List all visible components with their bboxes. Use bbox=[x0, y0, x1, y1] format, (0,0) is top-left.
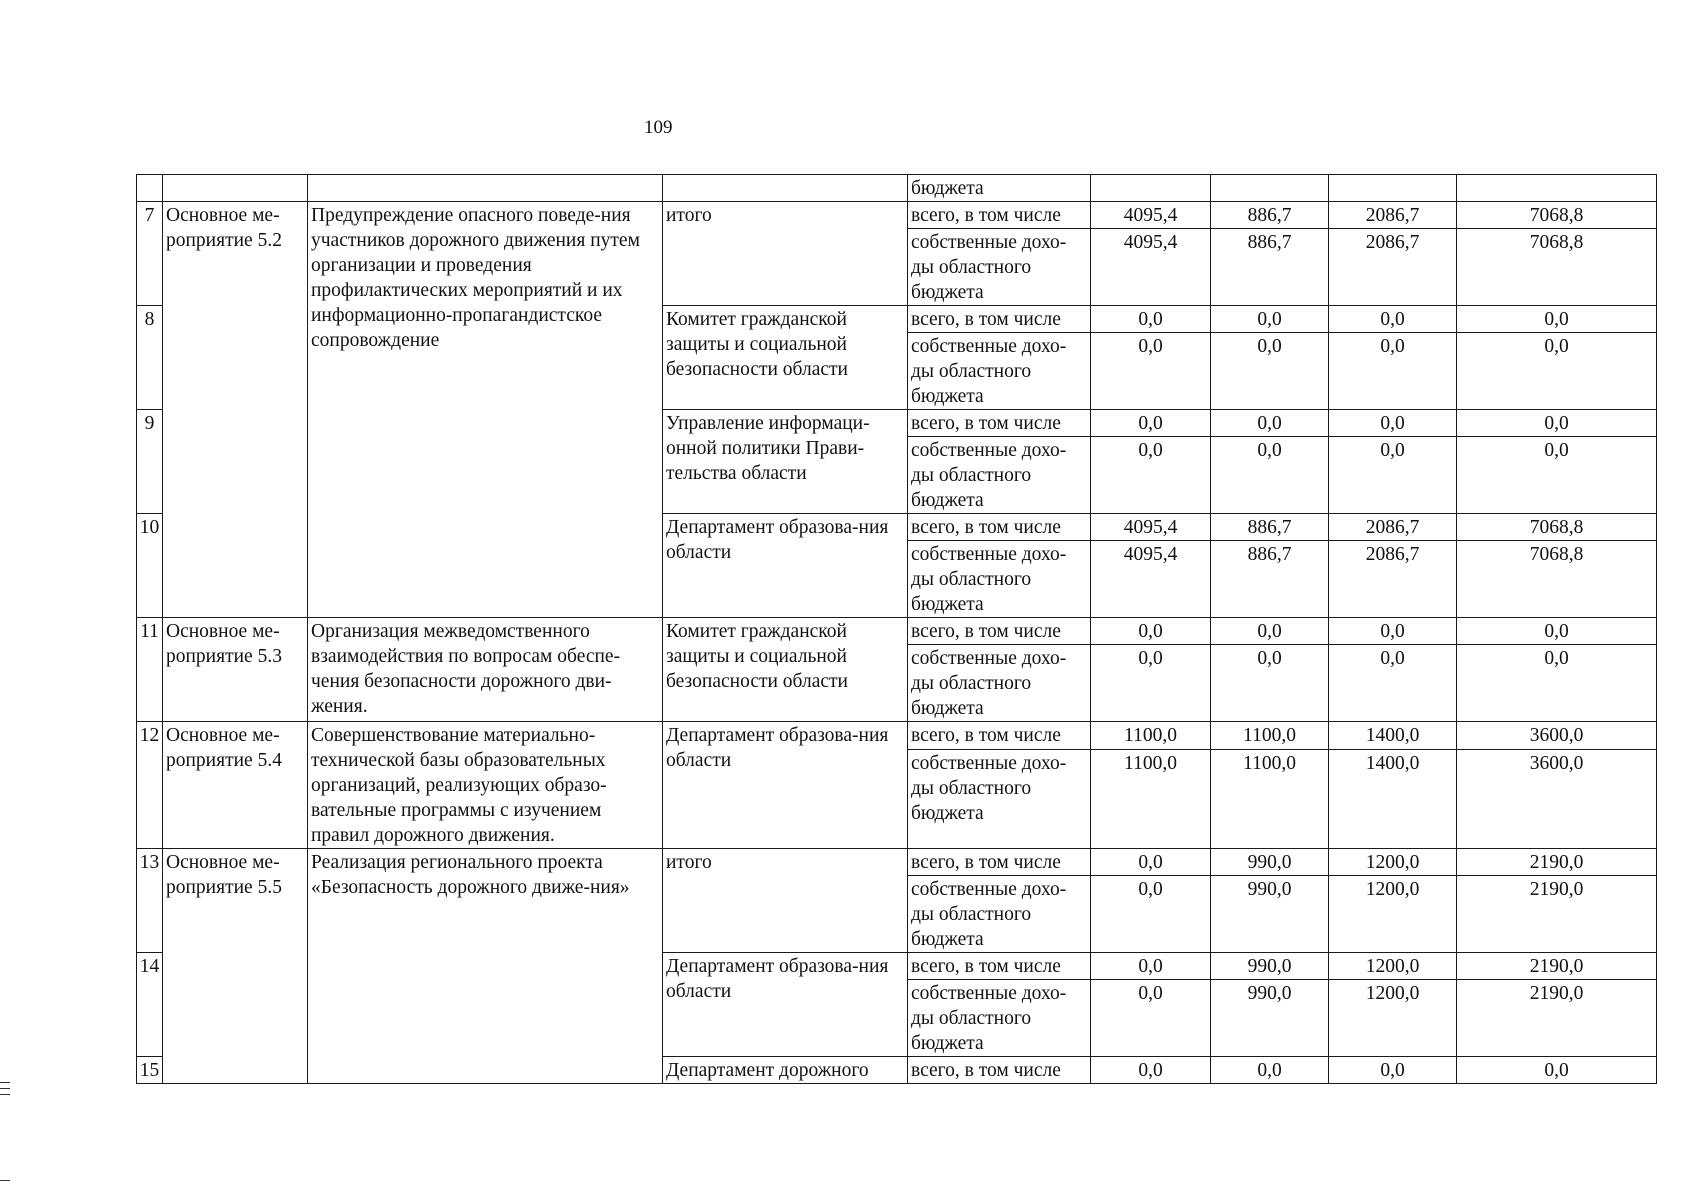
executor: Департамент образова-ния области bbox=[663, 953, 908, 1057]
executor: Департамент дорожного bbox=[663, 1057, 908, 1084]
source-label: всего, в том числе bbox=[908, 306, 1091, 333]
value-cell: 886,7 bbox=[1211, 514, 1329, 541]
row-number: 10 bbox=[137, 514, 163, 618]
source-label: собственные дохо-ды областного бюджета bbox=[908, 876, 1091, 953]
value-cell: 0,0 bbox=[1211, 333, 1329, 410]
executor: итого bbox=[663, 849, 908, 953]
value-cell: 1200,0 bbox=[1329, 953, 1457, 980]
source-label: всего, в том числе bbox=[908, 202, 1091, 229]
row-number-cell bbox=[137, 175, 163, 202]
value-cell: 0,0 bbox=[1211, 437, 1329, 514]
row-number: 11 bbox=[137, 618, 163, 722]
event-cell bbox=[163, 175, 308, 202]
value-cell: 4095,4 bbox=[1091, 541, 1211, 618]
event-name: Основное ме-роприятие 5.3 bbox=[163, 618, 308, 722]
source-label: собственные дохо-ды областного бюджета bbox=[908, 333, 1091, 410]
description-cell bbox=[308, 175, 663, 202]
value-cell: 4095,4 bbox=[1091, 229, 1211, 306]
source-label: всего, в том числе bbox=[908, 1057, 1091, 1084]
value-cell: 4095,4 bbox=[1091, 202, 1211, 229]
executor: итого bbox=[663, 202, 908, 306]
value-cell: 1100,0 bbox=[1091, 722, 1211, 750]
value-cell: 0,0 bbox=[1211, 410, 1329, 437]
margin-mark bbox=[0, 1094, 10, 1095]
value-cell: 0,0 bbox=[1457, 306, 1657, 333]
value-cell: 2086,7 bbox=[1329, 514, 1457, 541]
value-cell bbox=[1457, 175, 1657, 202]
value-cell: 2190,0 bbox=[1457, 953, 1657, 980]
value-cell: 3600,0 bbox=[1457, 722, 1657, 750]
value-cell: 2190,0 bbox=[1457, 876, 1657, 953]
source-label: всего, в том числе bbox=[908, 410, 1091, 437]
value-cell: 7068,8 bbox=[1457, 514, 1657, 541]
value-cell: 4095,4 bbox=[1091, 514, 1211, 541]
value-cell: 990,0 bbox=[1211, 876, 1329, 953]
table-row bbox=[137, 849, 1657, 876]
row-number: 7 bbox=[137, 202, 163, 306]
executor-cell bbox=[663, 175, 908, 202]
event-description: Организация межведомственного взаимодействия по вопросам обеспе-чения безопасности дорожного дви-жения. bbox=[308, 618, 663, 722]
budget-table bbox=[136, 174, 1657, 1084]
value-cell: 1100,0 bbox=[1211, 749, 1329, 848]
executor: Комитет гражданской защиты и социальной безопасности области bbox=[663, 306, 908, 410]
value-cell: 2086,7 bbox=[1329, 541, 1457, 618]
source-label: собственные дохо-ды областного бюджета bbox=[908, 437, 1091, 514]
value-cell bbox=[1211, 175, 1329, 202]
event-name: Основное ме-роприятие 5.5 bbox=[163, 849, 308, 1084]
value-cell: 0,0 bbox=[1329, 306, 1457, 333]
value-cell: 1200,0 bbox=[1329, 849, 1457, 876]
source-label: собственные дохо-ды областного бюджета bbox=[908, 645, 1091, 722]
value-cell: 1100,0 bbox=[1091, 749, 1211, 848]
source-label: собственные дохо-ды областного бюджета bbox=[908, 980, 1091, 1057]
source-cell: бюджета bbox=[908, 175, 1091, 202]
source-label: всего, в том числе bbox=[908, 722, 1091, 750]
value-cell: 0,0 bbox=[1091, 437, 1211, 514]
value-cell: 0,0 bbox=[1457, 437, 1657, 514]
value-cell: 0,0 bbox=[1091, 953, 1211, 980]
value-cell: 0,0 bbox=[1329, 645, 1457, 722]
value-cell: 1200,0 bbox=[1329, 876, 1457, 953]
row-number: 13 bbox=[137, 849, 163, 953]
value-cell: 0,0 bbox=[1091, 333, 1211, 410]
value-cell: 1400,0 bbox=[1329, 749, 1457, 848]
value-cell bbox=[1329, 175, 1457, 202]
executor: Департамент образова-ния области bbox=[663, 514, 908, 618]
value-cell: 2190,0 bbox=[1457, 980, 1657, 1057]
value-cell: 0,0 bbox=[1329, 618, 1457, 645]
source-label: собственные дохо-ды областного бюджета bbox=[908, 541, 1091, 618]
value-cell: 990,0 bbox=[1211, 980, 1329, 1057]
value-cell: 0,0 bbox=[1457, 1057, 1657, 1084]
value-cell: 0,0 bbox=[1329, 437, 1457, 514]
value-cell: 1400,0 bbox=[1329, 722, 1457, 750]
event-name: Основное ме-роприятие 5.2 bbox=[163, 202, 308, 618]
row-number: 14 bbox=[137, 953, 163, 1057]
event-description: Реализация регионального проекта «Безопасность дорожного движе-ния» bbox=[308, 849, 663, 1084]
value-cell: 0,0 bbox=[1211, 1057, 1329, 1084]
value-cell: 0,0 bbox=[1091, 980, 1211, 1057]
value-cell: 0,0 bbox=[1211, 306, 1329, 333]
source-label: всего, в том числе bbox=[908, 849, 1091, 876]
value-cell: 0,0 bbox=[1329, 1057, 1457, 1084]
row-number: 15 bbox=[137, 1057, 163, 1084]
event-description: Предупреждение опасного поведе-ния участников дорожного движения путем организации и проведения профилактических мероприятий и их информационно-пропагандистское сопровождение bbox=[308, 202, 663, 618]
value-cell: 0,0 bbox=[1091, 1057, 1211, 1084]
value-cell bbox=[1091, 175, 1211, 202]
event-description: Совершенствование материально-технической базы образовательных организаций, реализующих образо-вательные программы с изучением правил дорожного движения. bbox=[308, 722, 663, 849]
value-cell: 0,0 bbox=[1457, 333, 1657, 410]
table-row bbox=[137, 202, 1657, 229]
value-cell: 7068,8 bbox=[1457, 541, 1657, 618]
source-label: собственные дохо-ды областного бюджета bbox=[908, 749, 1091, 848]
row-number: 8 bbox=[137, 306, 163, 410]
margin-mark bbox=[0, 1180, 10, 1181]
executor: Комитет гражданской защиты и социальной безопасности области bbox=[663, 618, 908, 722]
value-cell: 0,0 bbox=[1091, 876, 1211, 953]
value-cell: 0,0 bbox=[1329, 333, 1457, 410]
table-row bbox=[137, 722, 1657, 750]
value-cell: 990,0 bbox=[1211, 953, 1329, 980]
value-cell: 0,0 bbox=[1329, 410, 1457, 437]
carry-over-row bbox=[137, 175, 1657, 202]
executor: Департамент образова-ния области bbox=[663, 722, 908, 849]
value-cell: 0,0 bbox=[1457, 645, 1657, 722]
source-label: всего, в том числе bbox=[908, 514, 1091, 541]
table-row bbox=[137, 618, 1657, 645]
value-cell: 7068,8 bbox=[1457, 202, 1657, 229]
value-cell: 0,0 bbox=[1211, 618, 1329, 645]
value-cell: 0,0 bbox=[1091, 618, 1211, 645]
source-label: собственные дохо-ды областного бюджета bbox=[908, 229, 1091, 306]
event-name: Основное ме-роприятие 5.4 bbox=[163, 722, 308, 849]
margin-mark bbox=[0, 1082, 10, 1083]
value-cell: 0,0 bbox=[1091, 645, 1211, 722]
value-cell: 0,0 bbox=[1211, 645, 1329, 722]
value-cell: 0,0 bbox=[1091, 849, 1211, 876]
value-cell: 886,7 bbox=[1211, 229, 1329, 306]
value-cell: 0,0 bbox=[1457, 618, 1657, 645]
row-number: 12 bbox=[137, 722, 163, 849]
value-cell: 886,7 bbox=[1211, 541, 1329, 618]
source-label: всего, в том числе bbox=[908, 618, 1091, 645]
value-cell: 0,0 bbox=[1457, 410, 1657, 437]
value-cell: 0,0 bbox=[1091, 410, 1211, 437]
value-cell: 886,7 bbox=[1211, 202, 1329, 229]
source-label: всего, в том числе bbox=[908, 953, 1091, 980]
value-cell: 1100,0 bbox=[1211, 722, 1329, 750]
page-number: 109 bbox=[644, 117, 673, 138]
value-cell: 2190,0 bbox=[1457, 849, 1657, 876]
row-number: 9 bbox=[137, 410, 163, 514]
value-cell: 7068,8 bbox=[1457, 229, 1657, 306]
value-cell: 2086,7 bbox=[1329, 229, 1457, 306]
value-cell: 3600,0 bbox=[1457, 749, 1657, 848]
value-cell: 1200,0 bbox=[1329, 980, 1457, 1057]
value-cell: 990,0 bbox=[1211, 849, 1329, 876]
value-cell: 0,0 bbox=[1091, 306, 1211, 333]
margin-mark bbox=[0, 1088, 10, 1089]
value-cell: 2086,7 bbox=[1329, 202, 1457, 229]
executor: Управление информаци-онной политики Прави-тельства области bbox=[663, 410, 908, 514]
